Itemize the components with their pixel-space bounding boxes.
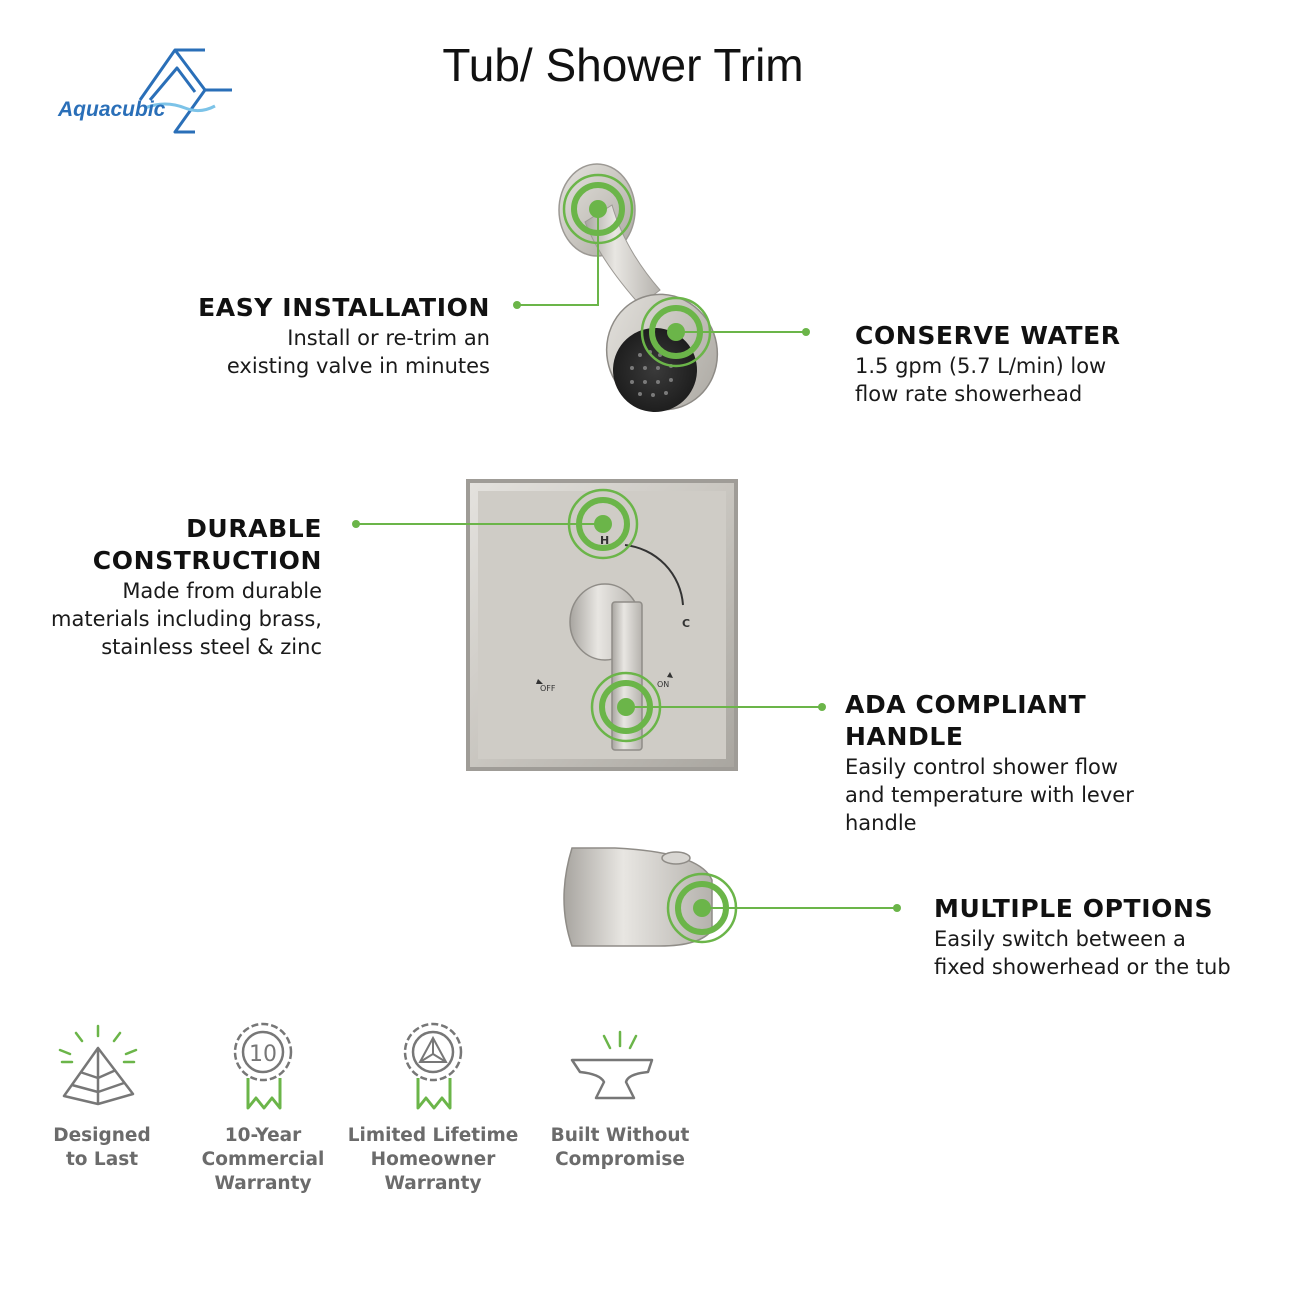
hot-mark: H bbox=[600, 534, 610, 547]
page-title: Tub/ Shower Trim bbox=[442, 39, 804, 91]
badge-built-without-compromise bbox=[540, 1124, 700, 1172]
badge-label-line: Designed bbox=[53, 1125, 151, 1146]
feature-desc-line: Easily switch between a bbox=[934, 927, 1186, 951]
target-marker bbox=[592, 673, 660, 741]
brand-name: Aquacubic bbox=[58, 98, 166, 121]
feature-title: MULTIPLE OPTIONS bbox=[934, 894, 1214, 923]
ten-year-seal-icon bbox=[235, 1024, 291, 1108]
target-marker bbox=[564, 175, 632, 243]
diverter-knob bbox=[662, 852, 690, 864]
badge-label-line: Limited Lifetime bbox=[347, 1125, 519, 1146]
badge-ten-year-warranty bbox=[183, 1124, 343, 1196]
feature-title: CONSTRUCTION bbox=[92, 546, 322, 575]
feature-title: CONSERVE WATER bbox=[855, 321, 1121, 350]
badge-label-line: Warranty bbox=[384, 1173, 482, 1194]
feature-easy-installation bbox=[150, 292, 490, 380]
feature-multiple-options bbox=[934, 893, 1284, 981]
badge-label-line: Warranty bbox=[214, 1173, 312, 1194]
feature-desc-line: flow rate showerhead bbox=[855, 382, 1083, 406]
feature-desc-line: Easily control shower flow bbox=[845, 755, 1119, 779]
badge-lifetime-warranty bbox=[340, 1124, 526, 1196]
badge-label-line: 10-Year bbox=[224, 1125, 302, 1146]
pyramid-icon bbox=[60, 1026, 136, 1104]
feature-desc-line: fixed showerhead or the tub bbox=[934, 955, 1231, 979]
badge-designed-to-last bbox=[30, 1124, 174, 1172]
badge-label-line: Homeowner bbox=[370, 1149, 496, 1170]
off-mark: OFF bbox=[540, 684, 556, 693]
seal-text: 10 bbox=[249, 1042, 277, 1067]
feature-title: ADA COMPLIANT bbox=[845, 690, 1087, 719]
target-marker bbox=[642, 298, 710, 366]
cold-mark: C bbox=[682, 617, 691, 630]
feature-title: HANDLE bbox=[845, 722, 964, 751]
badge-label-line: Compromise bbox=[555, 1149, 685, 1170]
feature-desc-line: Made from durable bbox=[122, 579, 322, 603]
feature-desc-line: existing valve in minutes bbox=[226, 354, 490, 378]
target-marker bbox=[668, 874, 736, 942]
feature-conserve-water bbox=[855, 320, 1255, 408]
badge-label-line: Commercial bbox=[201, 1149, 325, 1170]
feature-desc-line: 1.5 gpm (5.7 L/min) low bbox=[855, 354, 1107, 378]
feature-desc-line: and temperature with lever bbox=[845, 783, 1134, 807]
target-marker bbox=[569, 490, 637, 558]
on-mark: ON bbox=[657, 680, 670, 689]
feature-desc-line: materials including brass, bbox=[51, 607, 322, 631]
lifetime-seal-icon bbox=[405, 1024, 461, 1108]
feature-title: EASY INSTALLATION bbox=[198, 293, 490, 322]
anvil-icon bbox=[572, 1032, 652, 1098]
feature-ada-handle bbox=[845, 689, 1265, 837]
badge-label-line: Built Without bbox=[550, 1125, 690, 1146]
badge-label-line: to Last bbox=[65, 1149, 139, 1170]
feature-durable-construction bbox=[20, 513, 322, 661]
feature-desc-line: stainless steel & zinc bbox=[101, 635, 322, 659]
feature-title: DURABLE bbox=[186, 514, 322, 543]
feature-desc-line: Install or re-trim an bbox=[287, 326, 490, 350]
feature-desc-line: handle bbox=[845, 811, 917, 835]
